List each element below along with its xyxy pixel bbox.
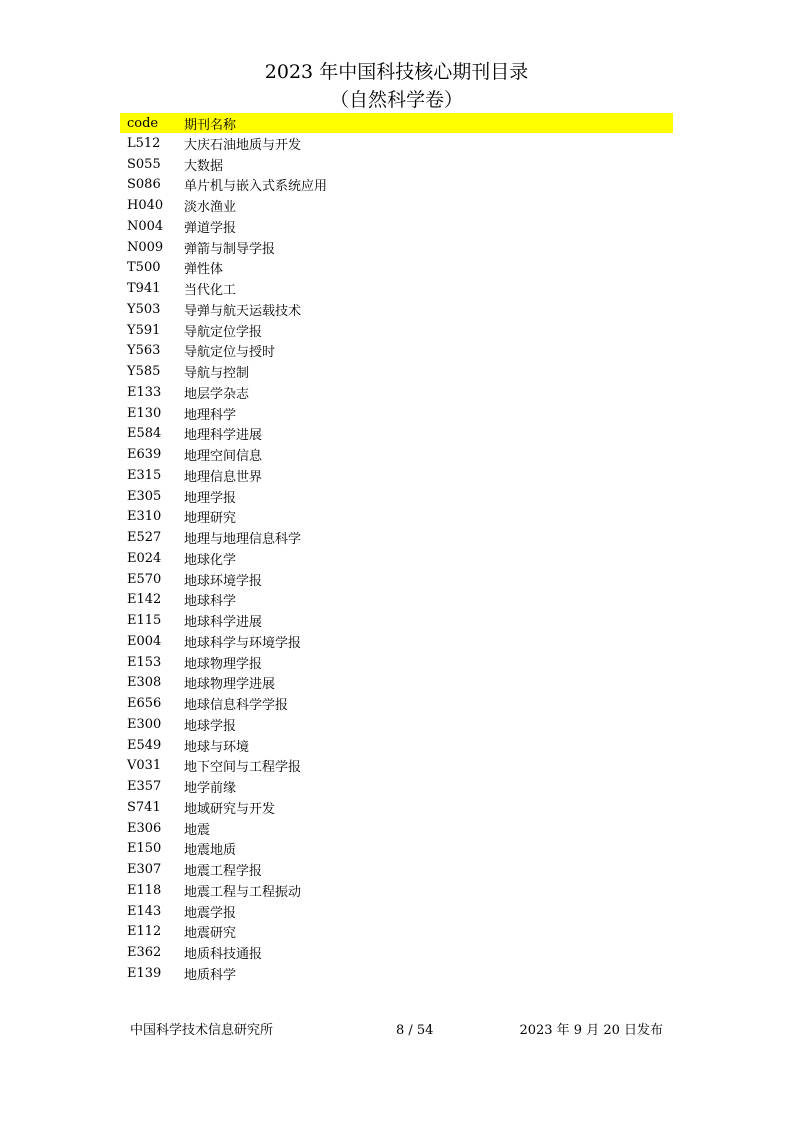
journal-code: Y591 xyxy=(127,322,161,338)
table-row xyxy=(120,673,673,694)
header-code: code xyxy=(127,115,159,131)
journal-code: E357 xyxy=(127,779,162,795)
journal-name: 大庆石油地质与开发 xyxy=(184,137,302,153)
journal-code: E112 xyxy=(127,924,162,940)
journal-code: E315 xyxy=(127,467,162,483)
journal-name: 地理空间信息 xyxy=(184,449,263,465)
table-row xyxy=(120,569,673,590)
table-row xyxy=(120,465,673,486)
journal-name: 地球物理学报 xyxy=(184,656,263,672)
table-row xyxy=(120,942,673,963)
table-row xyxy=(120,341,673,362)
journal-code: T500 xyxy=(127,260,161,276)
journal-name: 单片机与嵌入式系统应用 xyxy=(184,179,328,195)
journal-code: H040 xyxy=(127,198,164,214)
journal-code: Y563 xyxy=(127,343,161,359)
table-row xyxy=(120,756,673,777)
journal-code: E142 xyxy=(127,592,162,608)
table-row xyxy=(120,631,673,652)
table-row xyxy=(120,486,673,507)
journal-code: E133 xyxy=(127,384,162,400)
journal-code: E300 xyxy=(127,716,162,732)
journal-code: V031 xyxy=(127,758,162,774)
table-row xyxy=(120,818,673,839)
table-row xyxy=(120,403,673,424)
page-title: 2023 年中国科技核心期刊目录 xyxy=(264,61,529,83)
journal-code: E004 xyxy=(127,633,162,649)
table-row xyxy=(120,839,673,860)
journal-name: 导弹与航天运载技术 xyxy=(184,303,302,319)
journal-name: 地质科技通报 xyxy=(184,947,263,963)
journal-name: 弹箭与制导学报 xyxy=(184,241,276,257)
journal-name: 地球化学 xyxy=(184,552,237,568)
table-row xyxy=(120,382,673,403)
journal-code: E527 xyxy=(127,530,162,546)
journal-code: E306 xyxy=(127,820,162,836)
journal-code: Y585 xyxy=(127,364,161,380)
journal-name: 弹道学报 xyxy=(184,220,237,236)
journal-code: N009 xyxy=(127,239,164,255)
journal-name: 导航定位学报 xyxy=(184,324,263,340)
journal-code: E139 xyxy=(127,965,162,981)
journal-code: E308 xyxy=(127,675,162,691)
journal-name: 地震 xyxy=(184,822,211,838)
journal-code: E305 xyxy=(127,488,162,504)
footer-publisher: 中国科学技术信息研究所 xyxy=(130,1023,274,1038)
journal-name: 大数据 xyxy=(184,158,224,174)
journal-code: S055 xyxy=(127,156,161,172)
table-row xyxy=(120,797,673,818)
journal-code: N004 xyxy=(127,218,164,234)
table-body xyxy=(120,133,673,984)
table-row xyxy=(120,278,673,299)
journal-name: 地质科学 xyxy=(184,967,237,983)
journal-name: 地球科学进展 xyxy=(184,615,263,631)
table-row xyxy=(120,216,673,237)
journal-code: E153 xyxy=(127,654,162,670)
journal-name: 地震学报 xyxy=(184,905,237,921)
journal-name: 导航与控制 xyxy=(184,366,250,382)
journal-code: E150 xyxy=(127,841,162,857)
journal-name: 淡水渔业 xyxy=(184,200,237,216)
journal-code: T941 xyxy=(127,281,161,297)
table-row xyxy=(120,963,673,984)
table-row xyxy=(120,507,673,528)
journal-code: E549 xyxy=(127,737,162,753)
journal-code: E118 xyxy=(127,882,162,898)
footer-page-number: 8 / 54 xyxy=(396,1023,434,1038)
journal-code: E310 xyxy=(127,509,162,525)
table-row xyxy=(120,258,673,279)
journal-name: 地球信息科学学报 xyxy=(184,698,289,714)
journal-code: Y503 xyxy=(127,301,161,317)
journal-name: 地理与地理信息科学 xyxy=(184,532,302,548)
journal-code: E362 xyxy=(127,945,162,961)
journal-code: E024 xyxy=(127,550,162,566)
journal-name: 地理科学进展 xyxy=(184,428,263,444)
table-row xyxy=(120,527,673,548)
journal-code: E570 xyxy=(127,571,162,587)
journal-name: 地域研究与开发 xyxy=(184,801,276,817)
table-row xyxy=(120,424,673,445)
journal-name: 地下空间与工程学报 xyxy=(184,760,302,776)
journal-name: 地震工程学报 xyxy=(184,864,263,880)
journal-code: E656 xyxy=(127,696,162,712)
table-row xyxy=(120,880,673,901)
journal-name: 地球与环境 xyxy=(184,739,250,755)
table-row xyxy=(120,444,673,465)
journal-name: 地球科学 xyxy=(184,594,237,610)
table-row xyxy=(120,776,673,797)
journal-code: E639 xyxy=(127,447,162,463)
table-row xyxy=(120,652,673,673)
journal-table xyxy=(120,113,673,984)
journal-code: E115 xyxy=(127,613,162,629)
journal-name: 地球物理学进展 xyxy=(184,677,276,693)
journal-code: E584 xyxy=(127,426,162,442)
journal-name: 地球学报 xyxy=(184,718,237,734)
journal-code: E307 xyxy=(127,862,162,878)
journal-code: S741 xyxy=(127,799,161,815)
journal-name: 地震工程与工程振动 xyxy=(184,884,302,900)
table-row xyxy=(120,610,673,631)
table-row xyxy=(120,859,673,880)
table-row xyxy=(120,590,673,611)
table-row xyxy=(120,133,673,154)
journal-name: 地理研究 xyxy=(184,511,237,527)
journal-name: 地理信息世界 xyxy=(184,469,263,485)
table-row xyxy=(120,237,673,258)
journal-name: 导航定位与授时 xyxy=(184,345,276,361)
journal-name: 地震研究 xyxy=(184,926,237,942)
table-row xyxy=(120,320,673,341)
table-header-row xyxy=(120,113,673,133)
journal-name: 弹性体 xyxy=(184,262,224,278)
journal-code: E143 xyxy=(127,903,162,919)
journal-name: 当代化工 xyxy=(184,283,237,299)
table-row xyxy=(120,299,673,320)
header-name: 期刊名称 xyxy=(184,117,237,133)
journal-code: E130 xyxy=(127,405,162,421)
table-row xyxy=(120,361,673,382)
table-row xyxy=(120,901,673,922)
table-row xyxy=(120,195,673,216)
journal-name: 地球科学与环境学报 xyxy=(184,635,302,651)
table-row xyxy=(120,735,673,756)
table-row xyxy=(120,922,673,943)
page-subtitle: （自然科学卷） xyxy=(329,89,463,111)
journal-code: S086 xyxy=(127,177,161,193)
journal-name: 地理学报 xyxy=(184,490,237,506)
table-row xyxy=(120,175,673,196)
footer-date: 2023 年 9 月 20 日发布 xyxy=(519,1023,663,1038)
table-row xyxy=(120,693,673,714)
journal-name: 地球环境学报 xyxy=(184,573,263,589)
journal-name: 地理科学 xyxy=(184,407,237,423)
table-row xyxy=(120,154,673,175)
journal-name: 地层学杂志 xyxy=(184,386,250,402)
table-row xyxy=(120,548,673,569)
journal-name: 地学前缘 xyxy=(184,781,237,797)
journal-name: 地震地质 xyxy=(184,843,237,859)
journal-code: L512 xyxy=(127,135,161,151)
table-row xyxy=(120,714,673,735)
